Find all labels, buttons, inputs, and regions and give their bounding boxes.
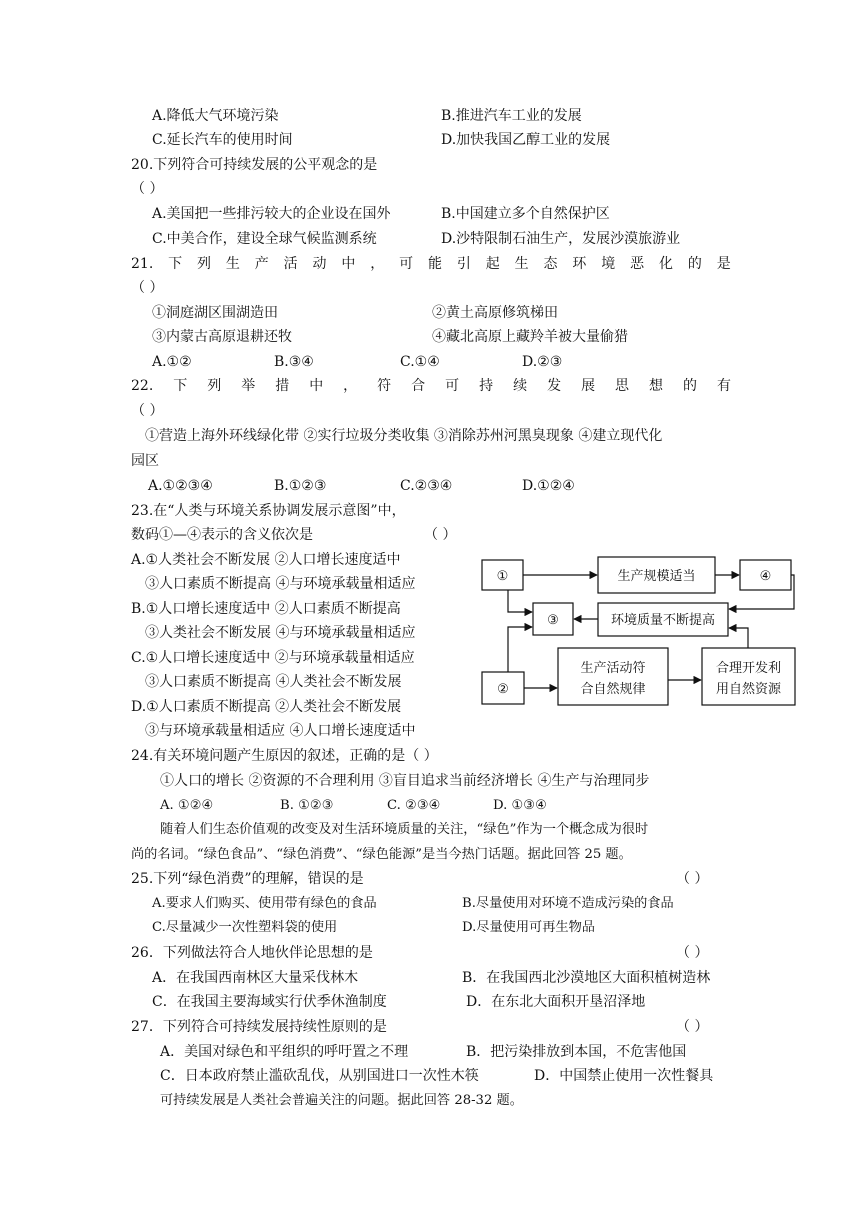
q24-option-a: A. ①②④ <box>160 798 214 813</box>
q25-option-b: B.尽量使用对环境不造成污染的食品 <box>462 896 674 911</box>
q27-option-c: C．日本政府禁止滥砍乱伐，从别国进口一次性木筷 <box>160 1068 479 1084</box>
stem-char: 的 <box>683 378 698 394</box>
q22-option-a: A.①②③④ <box>148 478 213 494</box>
q20-option-d: D.沙特限制石油生产，发展沙漠旅游业 <box>441 231 681 247</box>
q25-option-c: C.尽量减少一次性塑料袋的使用 <box>152 920 338 935</box>
q22-items: ①营造上海外环线绿化带 ②实行垃圾分类收集 ③消除苏州河黑臭现象 ④建立现代化 <box>145 428 663 444</box>
stem-char: 列 <box>207 378 222 394</box>
stem-char: 思 <box>615 378 630 394</box>
q21-stem <box>131 254 731 274</box>
q26-option-b: B．在我国西北沙漠地区大面积植树造林 <box>462 970 711 986</box>
stem-char: 持 <box>479 378 494 394</box>
q21-item-1: ①洞庭湖区围湖造田 <box>152 305 278 321</box>
stem-char: 举 <box>241 378 256 394</box>
q22-option-b: B.①②③ <box>274 478 327 494</box>
q21-option-b: B.③④ <box>274 354 314 370</box>
q22-option-d: D.①②④ <box>522 478 575 494</box>
stem-char: 21. <box>131 256 154 272</box>
q20-option-a: A.美国把一些排污较大的企业设在国外 <box>152 206 391 222</box>
diagram-label-1: ① <box>496 569 509 584</box>
q24-option-d: D. ①③④ <box>493 798 547 813</box>
q23-answer-paren: （ ） <box>424 527 457 543</box>
stem-char: 是 <box>716 256 731 272</box>
q19-option-b: B.推进汽车工业的发展 <box>441 108 582 124</box>
stem-char: 产 <box>254 256 269 272</box>
q21-option-c: C.①④ <box>400 354 440 370</box>
stem-char: 态 <box>543 256 558 272</box>
q19-option-c: C.延长汽车的使用时间 <box>152 132 293 148</box>
q19-option-d: D.加快我国乙醇工业的发展 <box>441 132 611 148</box>
stem-char: 环 <box>572 256 587 272</box>
q25-option-a: A.要求人们购买、使用带有绿色的食品 <box>152 896 377 911</box>
q20-stem: 20.下列符合可持续发展的公平观念的是 <box>131 157 378 173</box>
q23-option-d-line-2: ③与环境承载量相适应 ④人口增长速度适中 <box>145 723 416 739</box>
q22-stem <box>131 376 731 396</box>
stem-char: 有 <box>717 378 731 394</box>
q24-option-b: B. ①②③ <box>280 798 334 813</box>
q27-stem: 27．下列符合可持续发展持续性原则的是 <box>131 1019 387 1035</box>
stem-char: 能 <box>428 256 443 272</box>
stem-char: 的 <box>687 256 702 272</box>
q21-option-d: D.②③ <box>522 354 563 370</box>
stem-char: 生 <box>514 256 529 272</box>
q27-answer-paren: （ ） <box>676 1019 709 1035</box>
stem-char: 符 <box>377 378 392 394</box>
q23-stem-line-2: 数码①—④表示的含义依次是 <box>131 527 313 543</box>
diagram-label-resources-1: 合理开发利 <box>715 661 782 676</box>
stem-char: 动 <box>312 256 327 272</box>
diagram-label-resources-2: 用自然资源 <box>715 682 782 697</box>
q23-option-c-line-1: C.①人口增长速度适中 ②与环境承载量相适应 <box>131 650 415 666</box>
q20-option-b: B.中国建立多个自然保护区 <box>441 206 610 222</box>
stem-char: 展 <box>581 378 596 394</box>
stem-char: 起 <box>485 256 500 272</box>
q22-option-c: C.②③④ <box>400 478 453 494</box>
q26-option-c: C．在我国主要海域实行伏季休渔制度 <box>152 994 387 1010</box>
q22-answer-paren: （ ） <box>131 403 164 419</box>
stem-char: 化 <box>659 256 674 272</box>
q25-stem: 25.下列“绿色消费”的理解，错误的是 <box>131 871 364 887</box>
q23-option-c-line-2: ③人口素质不断提高 ④人类社会不断发展 <box>145 674 402 690</box>
stem-char: 引 <box>456 256 471 272</box>
q26-option-d: D．在东北大面积开垦沼泽地 <box>466 994 646 1010</box>
passage-green-line-1: 随着人们生态价值观的改变及对生活环境质量的关注，“绿色”作为一个概念成为很时 <box>160 822 649 837</box>
diagram-label-4: ④ <box>759 569 772 584</box>
stem-char: 续 <box>513 378 528 394</box>
q22-items-continued: 园区 <box>131 453 159 469</box>
q27-option-d: D．中国禁止使用一次性餐具 <box>534 1068 714 1084</box>
harmony-flow-diagram <box>478 552 800 742</box>
q25-option-d: D.尽量使用可再生物品 <box>462 920 595 935</box>
q23-option-d-line-1: D.①人口素质不断提高 ②人类社会不断发展 <box>131 699 402 715</box>
q26-stem: 26．下列做法符合人地伙伴论思想的是 <box>131 945 373 961</box>
diagram-label-production-2: 合自然规律 <box>580 682 646 697</box>
stem-char: 下 <box>173 378 188 394</box>
stem-char: 中 <box>341 256 356 272</box>
q23-stem-line-1: 23.在“人类与环境关系协调发展示意图”中， <box>131 503 406 519</box>
passage-green-line-2: 尚的名词。“绿色食品”、“绿色消费”、“绿色能源”是当今热门话题。据此回答 25 题。 <box>131 847 632 862</box>
q25-answer-paren: （ ） <box>676 871 709 887</box>
q26-option-a: A．在我国西南林区大量采伐林木 <box>152 970 359 986</box>
q23-option-b-line-2: ③人类社会不断发展 ④与环境承载量相适应 <box>145 625 416 641</box>
diagram-label-env: 环境质量不断提高 <box>610 613 716 628</box>
q24-option-c: C. ②③④ <box>387 798 441 813</box>
diagram-label-2: ② <box>497 682 509 697</box>
stem-char: 恶 <box>630 256 645 272</box>
stem-char: 合 <box>411 378 426 394</box>
diagram-label-production-1: 生产活动符 <box>580 661 646 676</box>
stem-char: 可 <box>445 378 460 394</box>
q21-item-2: ②黄土高原修筑梯田 <box>432 305 558 321</box>
stem-char: ， <box>370 256 385 272</box>
q27-option-b: B．把污染排放到本国，不危害他国 <box>466 1044 687 1060</box>
stem-char: 生 <box>225 256 240 272</box>
q20-answer-paren: （ ） <box>131 181 164 197</box>
stem-char: 措 <box>275 378 290 394</box>
stem-char: 列 <box>197 256 212 272</box>
stem-char: 下 <box>168 256 183 272</box>
q19-option-a: A.降低大气环境污染 <box>152 108 279 124</box>
q21-answer-paren: （ ） <box>131 280 164 296</box>
q26-answer-paren: （ ） <box>676 945 709 961</box>
stem-char: 活 <box>283 256 298 272</box>
q23-option-b-line-1: B.①人口增长速度适中 ②人口素质不断提高 <box>131 601 401 617</box>
stem-char: ， <box>343 378 358 394</box>
stem-char: 境 <box>601 256 616 272</box>
q24-items: ①人口的增长 ②资源的不合理利用 ③盲目追求当前经济增长 ④生产与治理同步 <box>160 773 650 789</box>
diagram-label-3: ③ <box>547 613 559 628</box>
q21-item-4: ④藏北高原上藏羚羊被大量偷猎 <box>432 329 628 345</box>
stem-char: 可 <box>399 256 414 272</box>
stem-char: 发 <box>547 378 562 394</box>
q23-option-a-line-1: A.①人类社会不断发展 ②人口增长速度适中 <box>131 552 401 568</box>
q24-stem: 24.有关环境问题产生原因的叙述，正确的是（ ） <box>131 748 438 764</box>
q23-option-a-line-2: ③人口素质不断提高 ④与环境承载量相适应 <box>145 576 416 592</box>
q21-option-a: A.①② <box>152 354 192 370</box>
stem-char: 想 <box>649 378 664 394</box>
q20-option-c: C.中美合作，建设全球气候监测系统 <box>152 231 377 247</box>
stem-char: 中 <box>309 378 324 394</box>
passage-sustainable: 可持续发展是人类社会普遍关注的问题。据此回答 28-32 题。 <box>160 1093 523 1108</box>
stem-char: 22. <box>131 378 154 394</box>
q27-option-a: A．美国对绿色和平组织的呼吁置之不理 <box>160 1044 409 1060</box>
q21-item-3: ③内蒙古高原退耕还牧 <box>152 329 292 345</box>
diagram-label-scale: 生产规模适当 <box>617 569 696 584</box>
